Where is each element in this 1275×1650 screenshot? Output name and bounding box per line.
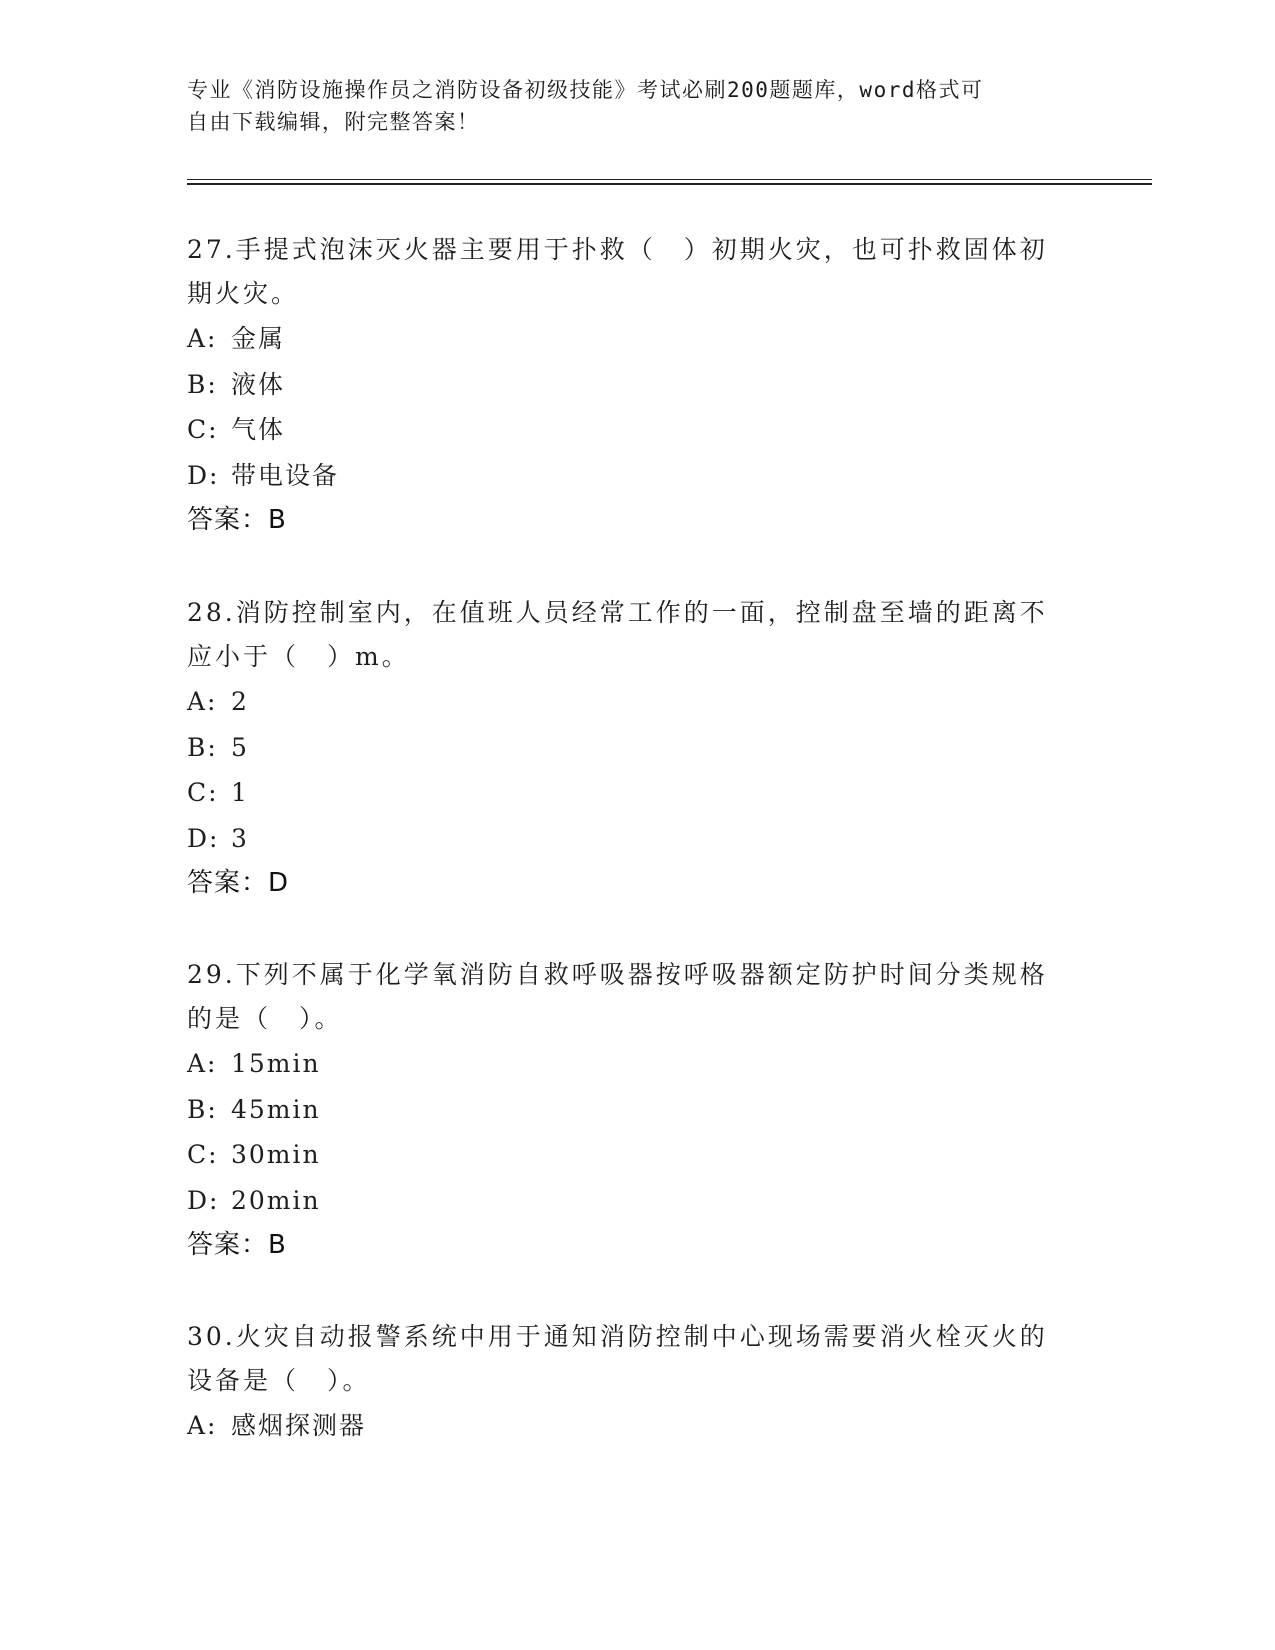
option-key: C: xyxy=(187,778,219,807)
option-text: 15min xyxy=(231,1049,321,1078)
answer: 答案：B xyxy=(187,1230,287,1260)
option-text: 45min xyxy=(231,1094,321,1124)
option-a xyxy=(187,1403,1087,1449)
option-text: 感烟探测器 xyxy=(231,1411,367,1440)
option-text: 2 xyxy=(231,687,249,716)
header-line-2: 自由下载编辑，附完整答案！ xyxy=(187,110,480,134)
option-b xyxy=(187,362,1087,408)
option-text: 带电设备 xyxy=(231,460,340,490)
question-stem-line-2: 期火灾。 xyxy=(187,279,300,308)
option-key: C: xyxy=(187,415,219,444)
question-27 xyxy=(187,228,1087,543)
question-30 xyxy=(187,1315,1087,1449)
question-stem xyxy=(187,228,1087,316)
question-stem-line-1: 28.消防控制室内，在值班人员经常工作的一面，控制盘至墙的距离不 xyxy=(187,598,1048,627)
question-stem-line-1: 27.手提式泡沫灭火器主要用于扑救（ ）初期火灾，也可扑救固体初 xyxy=(187,235,1048,264)
option-key: A: xyxy=(187,1049,218,1078)
question-stem-line-2: 应小于（ ）m。 xyxy=(187,642,410,671)
option-b xyxy=(187,1087,1087,1133)
header-divider-bottom xyxy=(187,183,1152,185)
option-key: B: xyxy=(187,732,218,762)
option-d xyxy=(187,1178,1087,1224)
option-text: 金属 xyxy=(231,324,286,353)
question-stem xyxy=(187,953,1087,1041)
question-stem-line-2: 设备是（ ）。 xyxy=(187,1366,371,1395)
option-key: D: xyxy=(187,823,220,853)
option-key: B: xyxy=(187,1094,218,1124)
option-key: A: xyxy=(187,324,218,353)
option-text: 20min xyxy=(231,1185,321,1215)
option-key: D: xyxy=(187,460,220,490)
question-stem xyxy=(187,1315,1087,1403)
option-text: 30min xyxy=(231,1140,321,1169)
option-text: 气体 xyxy=(231,415,286,444)
option-key: A: xyxy=(187,1411,218,1440)
option-c xyxy=(187,407,1087,453)
option-key: B: xyxy=(187,369,218,399)
option-d xyxy=(187,816,1087,862)
option-text: 5 xyxy=(231,732,249,762)
option-text: 3 xyxy=(231,823,249,853)
option-c xyxy=(187,1132,1087,1178)
question-stem-line-1: 30.火灾自动报警系统中用于通知消防控制中心现场需要消火栓灭火的 xyxy=(187,1322,1048,1351)
option-key: A: xyxy=(187,687,218,716)
option-d xyxy=(187,453,1087,499)
option-c xyxy=(187,770,1087,816)
option-a xyxy=(187,679,1087,725)
option-text: 液体 xyxy=(231,369,286,399)
question-stem-line-2: 的是（ ）。 xyxy=(187,1004,343,1033)
question-stem xyxy=(187,591,1087,679)
option-a xyxy=(187,1041,1087,1087)
option-key: D: xyxy=(187,1185,220,1215)
header-divider-top xyxy=(187,179,1152,180)
question-29 xyxy=(187,953,1087,1268)
question-28 xyxy=(187,591,1087,906)
question-stem-line-1: 29.下列不属于化学氧消防自救呼吸器按呼吸器额定防护时间分类规格 xyxy=(187,960,1048,989)
answer: 答案：B xyxy=(187,505,287,535)
document-header xyxy=(187,74,1067,138)
option-text: 1 xyxy=(231,778,249,807)
answer: 答案：D xyxy=(187,868,290,898)
option-key: C: xyxy=(187,1140,219,1169)
option-b xyxy=(187,725,1087,771)
option-a xyxy=(187,316,1087,362)
header-line-1: 专业《消防设施操作员之消防设备初级技能》考试必刷200题题库，word格式可 xyxy=(187,78,984,102)
